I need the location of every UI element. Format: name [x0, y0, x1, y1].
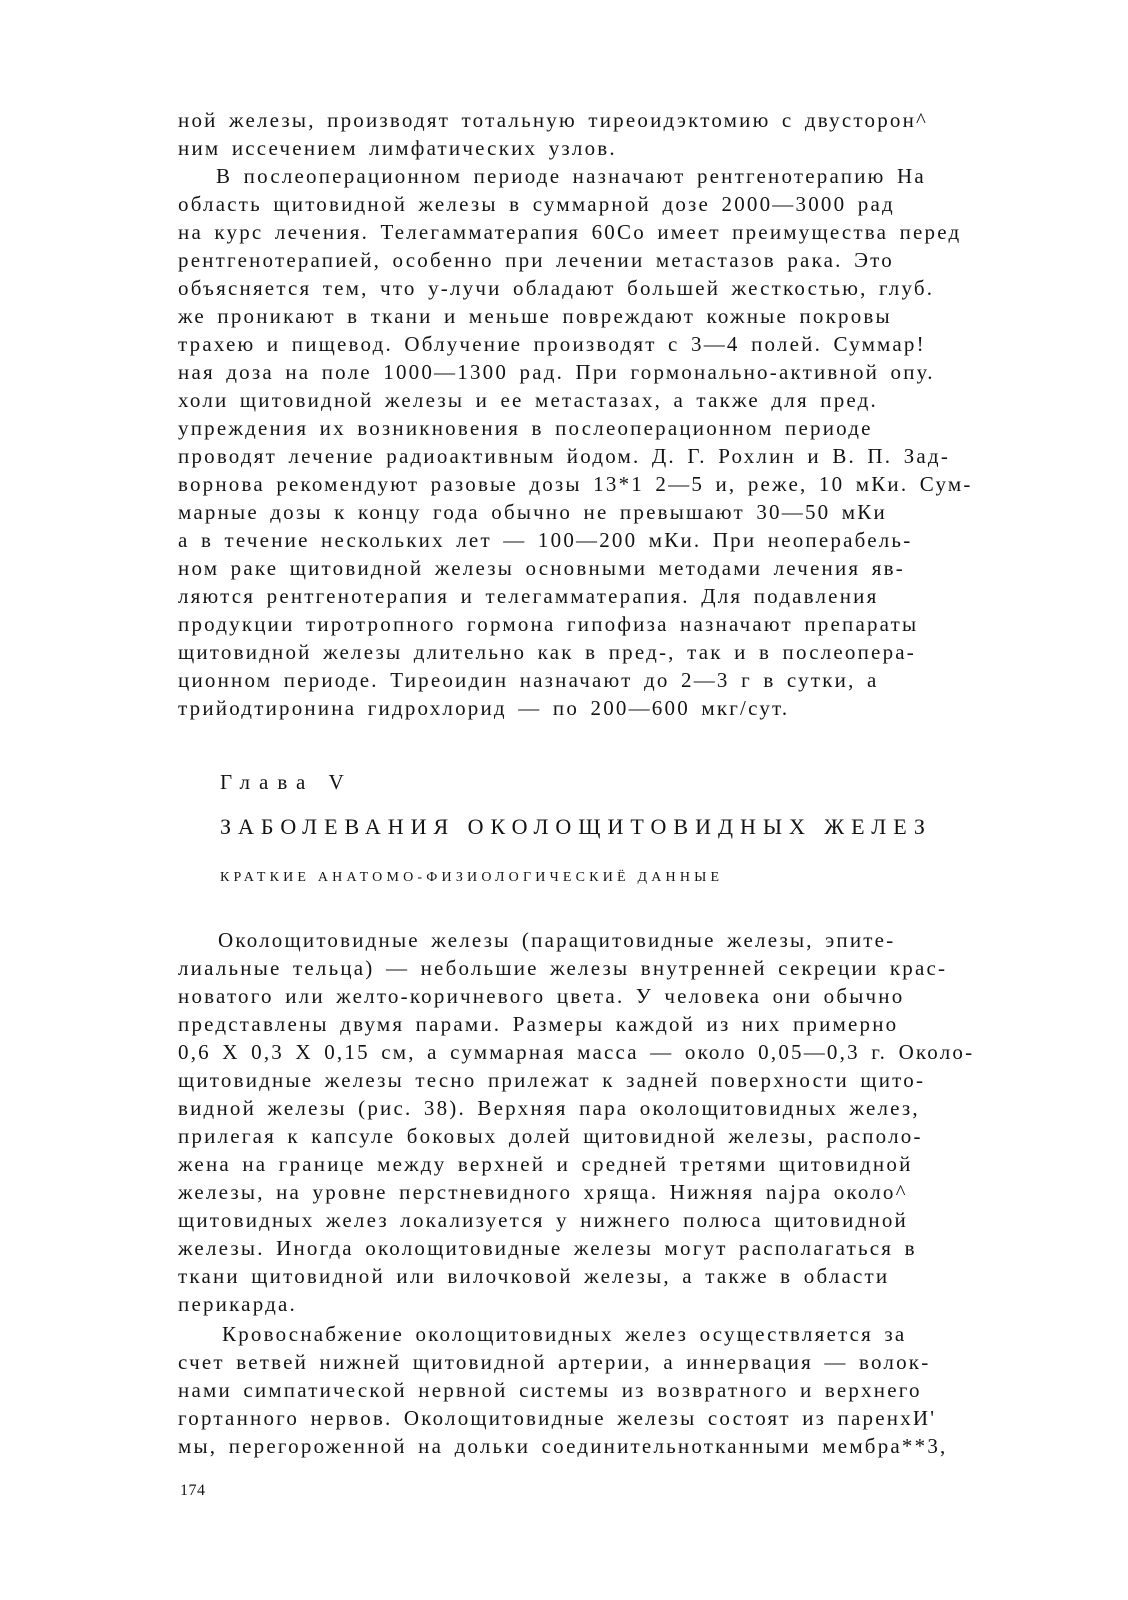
- text-line: ном раке щитовидной железы основными методами лечения яв-: [178, 556, 905, 580]
- text-line: В послеоперационном периоде назначают рентгенотерапию На: [216, 164, 926, 188]
- text-line: трахею и пищевод. Облучение производят с 3—4 полей. Суммар!: [178, 332, 926, 356]
- text-line: Кровоснабжение околощитовидных желез осуществляется за: [222, 1322, 907, 1346]
- text-line: представлены двумя парами. Размеры каждой из них примерно: [178, 1012, 899, 1036]
- text-line: щитовидных желез локализуется у нижнего полюса щитовидной: [178, 1208, 908, 1232]
- text-line: щитовидной железы длительно как в пред-, так и в послеопера-: [178, 640, 916, 664]
- text-line: нами симпатической нервной системы из возвратного и верхнего: [178, 1378, 922, 1402]
- text-line: рентгенотерапией, особенно при лечении метастазов рака. Это: [178, 248, 894, 272]
- text-line: ционном периоде. Тиреоидин назначают до 2—3 г в сутки, а: [178, 668, 879, 692]
- chapter-heading: Глава V: [220, 770, 353, 794]
- text-line: счет ветвей нижней щитовидной артерии, а иннервация — волок-: [178, 1350, 931, 1374]
- text-line: новатого или желто-коричневого цвета. У человека они обычно: [178, 984, 905, 1008]
- text-line: ная доза на поле 1000—1300 рад. При гормонально-активной опу.: [178, 360, 935, 384]
- text-line: гортанного нервов. Околощитовидные железы состоят из паренхИ': [178, 1406, 937, 1430]
- text-line: щитовидные железы тесно прилежат к задней поверхности щито-: [178, 1068, 926, 1092]
- text-line: железы, на уровне перстневидного хряща. Нижняя najра около^: [178, 1180, 908, 1204]
- text-line: 0,6 X 0,3 X 0,15 см, а суммарная масса — около 0,05—0,3 г. Около-: [178, 1040, 975, 1064]
- page-number: 174: [180, 1482, 206, 1499]
- text-line: ной железы, производят тотальную тиреоидэктомию с двусторон^: [178, 108, 929, 132]
- text-line: Околощитовидные железы (паращитовидные железы, эпите-: [218, 928, 896, 952]
- text-line: перикарда.: [178, 1292, 297, 1316]
- text-line: ляются рентгенотерапия и телегамматерапия. Для подавления: [178, 584, 879, 608]
- text-line: видной железы (рис. 38). Верхняя пара околощитовидных желез,: [178, 1096, 920, 1120]
- text-line: прилегая к капсуле боковых долей щитовидной железы, располо-: [178, 1124, 923, 1148]
- text-line: объясняется тем, что у-лучи обладают большей жесткостью, глуб.: [178, 276, 935, 300]
- text-line: а в течение нескольких лет — 100—200 мКи. При неоперабель-: [178, 528, 913, 552]
- text-line: ним иссечением лимфатических узлов.: [178, 136, 617, 160]
- text-line: марные дозы к концу года обычно не превышают 30—50 мКи: [178, 500, 887, 524]
- text-line: упреждения их возникновения в послеоперационном периоде: [178, 416, 873, 440]
- text-line: на курс лечения. Телегамматерапия 60Со имеет преимущества перед: [178, 220, 962, 244]
- text-line: проводят лечение радиоактивным йодом. Д. Г. Рохлин и В. П. Зад-: [178, 444, 951, 468]
- text-line: железы. Иногда околощитовидные железы могут располагаться в: [178, 1236, 917, 1260]
- section-subtitle: КРАТКИЕ АНАТОМО-ФИЗИОЛОГИЧЕСКИЁ ДАННЫЕ: [220, 870, 724, 885]
- text-line: жена на границе между верхней и средней третями щитовидной: [178, 1152, 913, 1176]
- text-line: область щитовидной железы в суммарной дозе 2000—3000 рад: [178, 192, 895, 216]
- text-line: лиальные тельца) — небольшие железы внутренней секреции крас-: [178, 956, 948, 980]
- text-line: холи щитовидной железы и ее метастазах, а также для пред.: [178, 388, 878, 412]
- text-line: ткани щитовидной или вилочковой железы, а также в области: [178, 1264, 890, 1288]
- text-line: ворнова рекомендуют разовые дозы 13*1 2—5 и, реже, 10 мКи. Сум-: [178, 472, 973, 496]
- text-line: мы, перегороженной на дольки соединительнотканными мембра**3,: [178, 1434, 948, 1458]
- text-line: трийодтиронина гидрохлорид — по 200—600 мкг/сут.: [178, 696, 790, 720]
- chapter-title: ЗАБОЛЕВАНИЯ ОКОЛОЩИТОВИДНЫХ ЖЕЛЕЗ: [220, 814, 932, 839]
- text-line: же проникают в ткани и меньше повреждают кожные покровы: [178, 304, 892, 328]
- text-line: продукции тиротропного гормона гипофиза назначают препараты: [178, 612, 919, 636]
